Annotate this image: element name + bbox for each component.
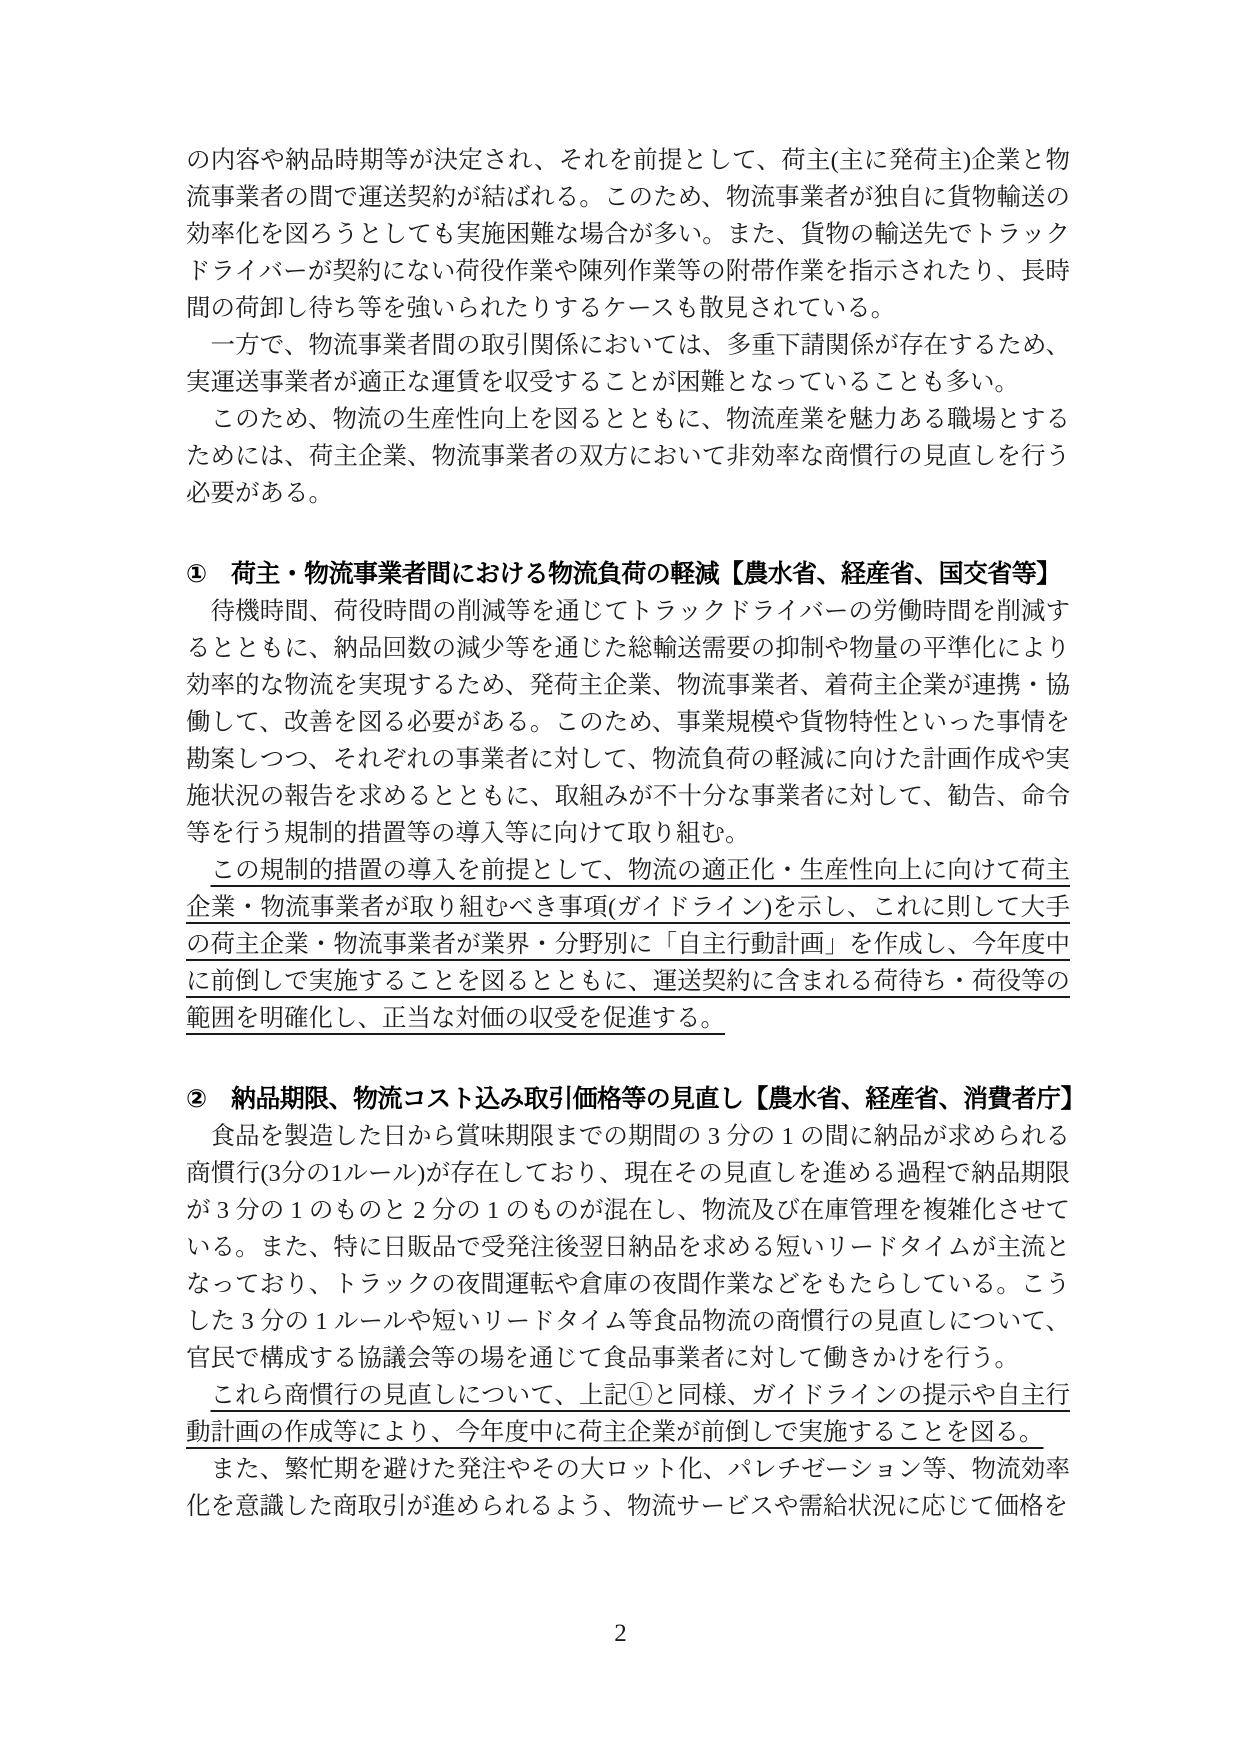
- page-number: 2: [614, 1620, 627, 1647]
- page-content: [186, 142, 1085, 1525]
- section-1-paragraph: 待機時間、荷役時間の削減等を通じてトラックドライバーの労働時間を削減するとともに、納品回数の減少等を通じた総輸送需要の抑制や物量の平準化により効率的な物流を実現するため、発荷主企業、物流事業者、着荷主企業が連携・協働して、改善を図る必要がある。このため、事業規模や貨物特性といった事情を勘案しつつ、それぞれの事業者に対して、物流負荷の軽減に向けた計画作成や実施状況の報告を求めるとともに、取組みが不十分な事業者に対して、勧告、命令等を行う規制的措置等の導入等に向けて取り組む。: [186, 598, 1070, 847]
- section-1-underlined-paragraph: この規制的措置の導入を前提として、物流の適正化・生産性向上に向けて荷主企業・物流事業者が取り組むべき事項(ガイドライン)を示し、これに則して大手の荷主企業・物流事業者が業界・分野別に「自主行動計画」を作成し、今年度中に前倒しで実施することを図るとともに、運送契約に含まれる荷待ち・荷役等の範囲を明確化し、正当な対価の収受を促進する。: [186, 857, 1070, 1032]
- intro-paragraph-subcontracting: 一方で、物流事業者間の取引関係においては、多重下請関係が存在するため、実運送事業者が適正な運賃を収受することが困難となっていることも多い。: [186, 332, 1070, 396]
- section-2-paragraph-pricing: また、繁忙期を避けた発注やその大ロット化、パレチゼーション等、物流効率化を意識した商取引が進められるよう、物流サービスや需給状況に応じて価格を: [186, 1456, 1070, 1520]
- section-2-heading: ② 納品期限、物流コスト込み取引価格等の見直し【農水省、経産省、消費者庁】: [186, 1085, 1085, 1113]
- section-1-heading: ① 荷主・物流事業者間における物流負荷の軽減【農水省、経産省、国交省等】: [186, 560, 1061, 588]
- section-2-underlined-paragraph: これら商慣行の見直しについて、上記①と同様、ガイドラインの提示や自主行動計画の作成等により、今年度中に荷主企業が前倒しで実施することを図る。: [186, 1382, 1070, 1446]
- intro-paragraph-continuation: の内容や納品時期等が決定され、それを前提として、荷主(主に発荷主)企業と物流事業者の間で運送契約が結ばれる。このため、物流事業者が独自に貨物輸送の効率化を図ろうとしても実施困難な場合が多い。また、貨物の輸送先でトラックドライバーが契約にない荷役作業や陳列作業等の附帯作業を指示されたり、長時間の荷卸し待ち等を強いられたりするケースも散見されている。: [186, 147, 1070, 322]
- section-2-paragraph-food-rule: 食品を製造した日から賞味期限までの期間の 3 分の 1 の間に納品が求められる商慣行(3分の1ルール)が存在しており、現在その見直しを進める過程で納品期限が 3 分の 1 のものと 2 分の 1 のものが混在し、物流及び在庫管理を複雑化させている。また、特に日販品で受発注後翌日納品を求める短いリードタイムが主流となっており、トラックの夜間運転や倉庫の夜間作業などをもたらしている。こうした 3 分の 1 ルールや短いリードタイム等食品物流の商慣行の見直しについて、官民で構成する協議会等の場を通じて食品事業者に対して働きかけを行う。: [186, 1123, 1070, 1372]
- intro-paragraph-purpose: このため、物流の生産性向上を図るとともに、物流産業を魅力ある職場とするためには、荷主企業、物流事業者の双方において非効率な商慣行の見直しを行う必要がある。: [186, 406, 1070, 507]
